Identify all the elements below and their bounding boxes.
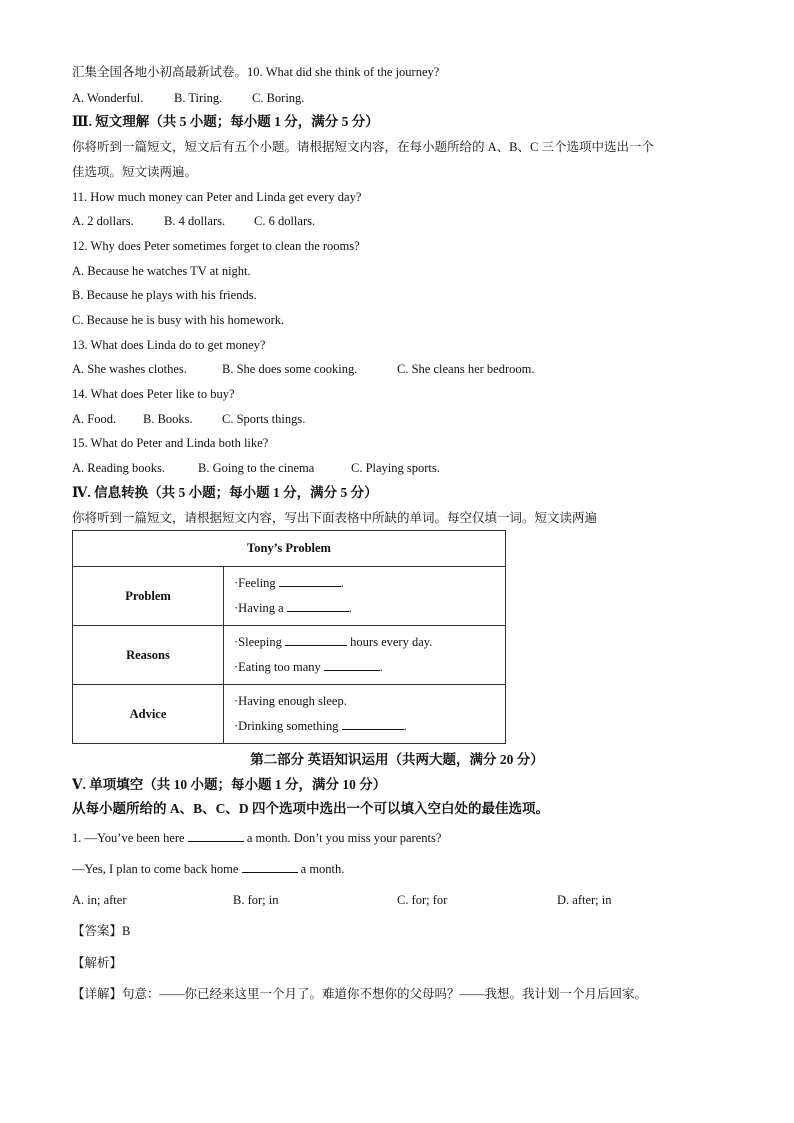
question-11: 11. How much money can Peter and Linda get every day?: [72, 190, 362, 204]
q13-options: [72, 361, 534, 377]
table-row: [73, 567, 506, 626]
option-b: B. for; in: [233, 893, 279, 907]
question-14: 14. What does Peter like to buy?: [72, 387, 235, 401]
answer-line: 【答案】B: [72, 924, 131, 938]
answer-blank[interactable]: [242, 861, 298, 873]
row-content: ·Feeling . ·Having a .: [224, 567, 506, 626]
table-row: [73, 685, 506, 744]
info-table: [72, 530, 506, 744]
line-q10: 汇集全国各地小初高最新试卷。10. What did she think of the journey?: [72, 65, 440, 79]
option-a: A. She washes clothes.: [72, 362, 187, 376]
q1-options: [72, 892, 612, 908]
row-label: Advice: [73, 685, 224, 744]
answer-blank[interactable]: [324, 659, 380, 671]
row-label: Reasons: [73, 626, 224, 685]
q11-options: [72, 213, 315, 229]
q14-options: [72, 411, 305, 427]
section-5-intro: 从每小题所给的 A、B、C、D 四个选项中选出一个可以填入空白处的最佳选项。: [72, 801, 550, 816]
option-a: A. Reading books.: [72, 461, 166, 475]
q12-option-a: A. Because he watches TV at night.: [72, 264, 251, 278]
option-a: A. Food.: [72, 412, 117, 426]
analysis-label: 【解析】: [72, 956, 123, 970]
option-c: C. 6 dollars.: [254, 214, 316, 228]
answer-blank[interactable]: [188, 830, 244, 842]
option-a: A. 2 dollars.: [72, 214, 134, 228]
option-b: B. 4 dollars.: [164, 214, 226, 228]
row-content: ·Sleeping hours every day. ·Eating too many .: [224, 626, 506, 685]
option-b: B. Going to the cinema: [198, 461, 315, 475]
option-d: D. after; in: [557, 893, 612, 907]
question-1-line-2: —Yes, I plan to come back home a month.: [72, 862, 345, 876]
section-4-intro: 你将听到一篇短文，请根据短文内容，写出下面表格中所缺的单词。每空仅填一词。短文读两遍: [72, 511, 598, 525]
option-c: C. for; for: [397, 893, 448, 907]
q12-option-c: C. Because he is busy with his homework.: [72, 313, 285, 327]
q12-option-b: B. Because he plays with his friends.: [72, 288, 257, 302]
row-content: ·Having enough sleep. ·Drinking something .: [224, 685, 506, 744]
q10-options: [72, 90, 304, 106]
question-15: 15. What do Peter and Linda both like?: [72, 436, 269, 450]
section-3-intro-1: 你将听到一篇短文，短文后有五个小题。请根据短文内容，在每小题所给的 A、B、C 三个选项中选出一个: [72, 140, 654, 154]
option-a: A. in; after: [72, 893, 127, 907]
question-12: 12. Why does Peter sometimes forget to clean the rooms?: [72, 239, 360, 253]
section-3-title: Ⅲ. 短文理解（共 5 小题；每小题 1 分，满分 5 分）: [72, 114, 379, 129]
answer-blank[interactable]: [279, 575, 341, 587]
part-2-title: 第二部分 英语知识运用（共两大题，满分 20 分）: [250, 752, 544, 767]
question-13: 13. What does Linda do to get money?: [72, 338, 266, 352]
answer-blank[interactable]: [342, 718, 404, 730]
answer-blank[interactable]: [285, 634, 347, 646]
option-a: A. Wonderful.: [72, 91, 144, 105]
row-label: Problem: [73, 567, 224, 626]
section-3-intro-2: 佳选项。短文读两遍。: [72, 165, 198, 179]
option-c: C. Playing sports.: [351, 461, 440, 475]
detail-explanation: 【详解】句意：——你已经来这里一个月了。难道你不想你的父母吗？——我想。我计划一个月后回家。: [72, 987, 648, 1001]
question-1-line-1: 1. —You’ve been here a month. Don’t you miss your parents?: [72, 831, 442, 845]
table-row: [73, 626, 506, 685]
option-c: C. She cleans her bedroom.: [397, 362, 535, 376]
q15-options: [72, 460, 440, 476]
section-5-title: Ⅴ. 单项填空（共 10 小题；每小题 1 分，满分 10 分）: [72, 777, 387, 792]
section-4-title: Ⅳ. 信息转换（共 5 小题；每小题 1 分，满分 5 分）: [72, 485, 378, 500]
table-title: Tony’s Problem: [73, 531, 506, 567]
option-c: C. Sports things.: [222, 412, 306, 426]
option-b: B. Books.: [143, 412, 193, 426]
option-b: B. She does some cooking.: [222, 362, 358, 376]
option-c: C. Boring.: [252, 91, 305, 105]
option-b: B. Tiring.: [174, 91, 223, 105]
answer-blank[interactable]: [287, 600, 349, 612]
